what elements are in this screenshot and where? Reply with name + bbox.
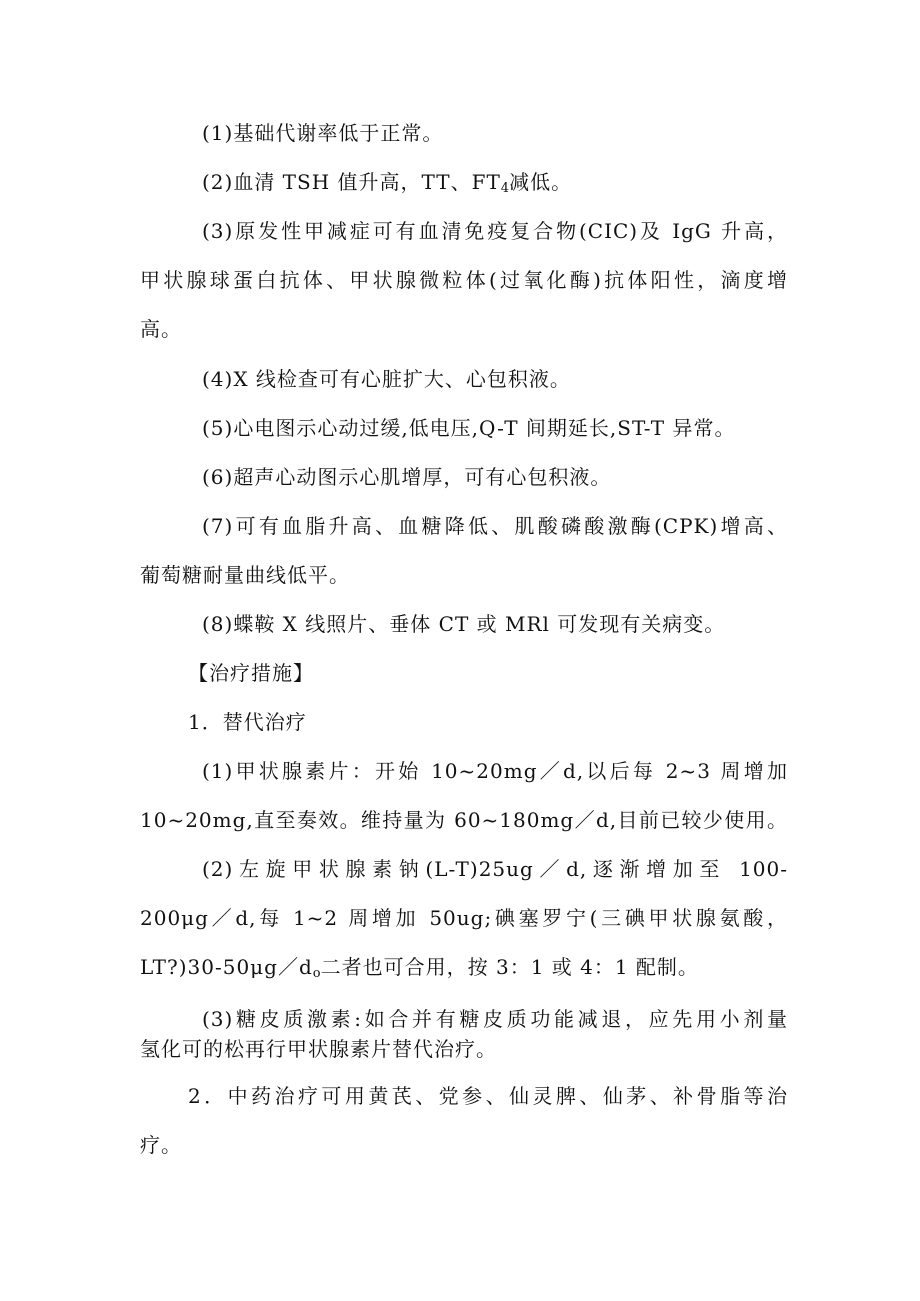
item-4: (4)X 线检查可有心脏扩大、心包积液。 [202,367,571,391]
item-8: (8)蝶鞍 X 线照片、垂体 CT 或 MRl 可发现有关病变。 [202,612,726,636]
item-2-text-end: 减低。 [509,170,573,194]
treatment-1-2-line-3 [0,950,920,984]
treatment-1-1-line-1: (1)甲状腺素片：开始 10~20mg／d,以后每 2~3 周增加 [202,759,788,783]
item-6: (6)超声心动图示心肌增厚，可有心包积液。 [202,465,612,489]
item-3-line-3: 高。 [140,317,182,341]
item-2 [0,165,920,199]
item-7-line-2: 葡萄糖耐量曲线低平。 [140,563,350,587]
treatment-1-2-line-3-text-end: 二者也可合用，按 3：1 或 4：1 配制。 [320,955,699,979]
treatment-2-line-1: 2．中药治疗可用黄芪、党参、仙灵脾、仙茅、补骨脂等治 [188,1084,788,1108]
treatment-2-line-2: 疗。 [140,1133,182,1157]
treatment-1-1-line-2: 10~20mg,直至奏效。维持量为 60~180mg／d,目前已较少使用。 [140,808,788,832]
item-1: (1)基础代谢率低于正常。 [202,121,444,145]
item-2-text: (2)血清 TSH 值升高，TT、FT [202,170,501,194]
treatment-1-3-line-2: 氢化可的松再行甲状腺素片替代治疗。 [140,1037,497,1061]
treatment-1-2-line-2: 200μg／d,每 1~2 周增加 50ug;碘塞罗宁(三碘甲状腺氨酸， [140,906,788,930]
treatment-1-3-line-1: (3)糖皮质激素:如合并有糖皮质功能减退，应先用小剂量 [202,1007,788,1031]
item-3-line-2: 甲状腺球蛋白抗体、甲状腺微粒体(过氧化酶)抗体阳性，滴度增 [140,268,788,292]
item-3-line-1: (3)原发性甲减症可有血清免疫复合物(CIC)及 IgG 升高， [202,219,788,243]
item-2-subscript: 4 [500,181,510,196]
treatment-1-heading: 1．替代治疗 [188,710,307,734]
section-heading: 【治疗措施】 [188,661,314,685]
treatment-1-2-line-3-text: LT?)30-50μg／d [140,955,313,979]
treatment-1-2-subscript: o [312,966,321,981]
item-5: (5)心电图示心动过缓,低电压,Q-T 间期延长,ST-T 异常。 [202,416,736,440]
item-7-line-1: (7)可有血脂升高、血糖降低、肌酸磷酸激酶(CPK)增高、 [202,514,788,538]
treatment-1-2-line-1: (2)左旋甲状腺素钠(L-T)25ug／d,逐渐增加至 100- [202,857,788,881]
